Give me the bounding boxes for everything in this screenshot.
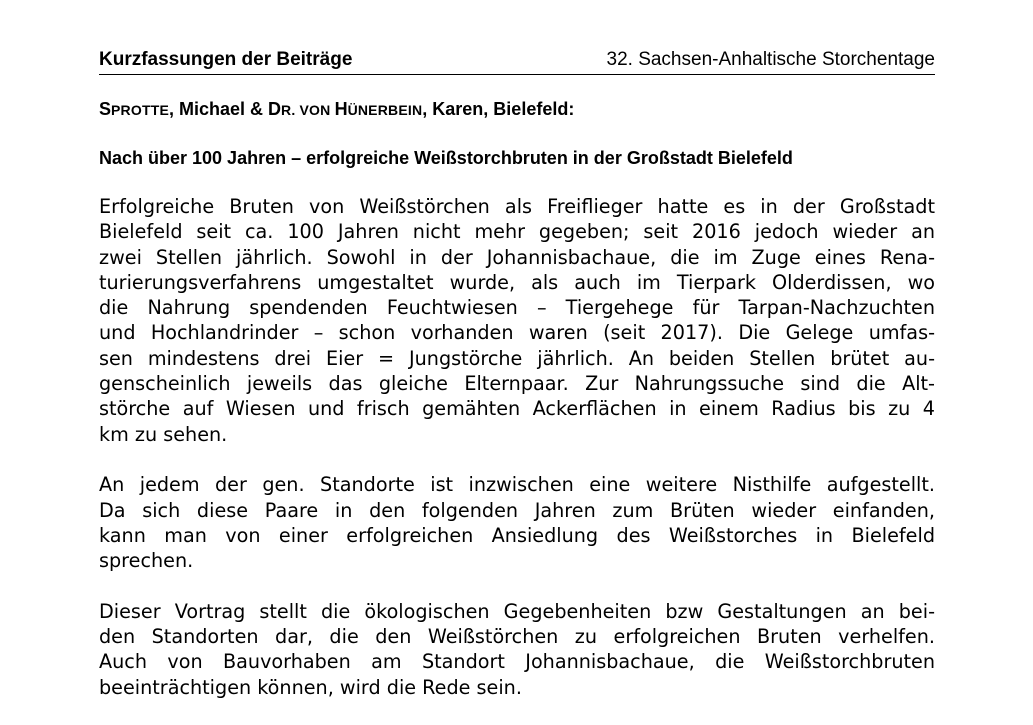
paragraph bbox=[99, 194, 935, 447]
text-line: Dieser Vortrag stellt die ökologischen Gegebenheiten bzw Gestaltungen an bei- bbox=[99, 599, 935, 623]
author-line bbox=[99, 97, 935, 122]
author1-given: , Michael & D bbox=[169, 99, 282, 119]
header-section-title: Kurzfassungen der Beiträge bbox=[99, 49, 353, 70]
text-line: den Standorten dar, die den Weißstörchen zu erfolgreichen Bruten verhelfen. bbox=[99, 625, 935, 649]
author1-surname-rest: PROTTE bbox=[111, 102, 169, 118]
author1-initial: S bbox=[99, 99, 112, 119]
text-line: Auch von Bauvorhaben am Standort Johannisbachaue, die Weißstorchbruten bbox=[99, 650, 935, 674]
text-line: sprechen. bbox=[99, 549, 194, 573]
text-line: An jedem der gen. Standorte ist inzwischen eine weitere Nisthilfe aufgestellt. bbox=[99, 473, 935, 497]
article-title: Nach über 100 Jahren – erfolgreiche Weißstorchbruten in der Großstadt Bielefeld bbox=[99, 148, 793, 168]
header-event-title: 32. Sachsen-Anhaltische Storchentage bbox=[606, 49, 935, 70]
abstract-body bbox=[99, 194, 935, 700]
paragraph bbox=[99, 472, 935, 573]
text-line: beeinträchtigen können, wird die Rede sein. bbox=[99, 675, 522, 699]
text-line: Bielefeld seit ca. 100 Jahren nicht mehr gegeben; seit 2016 jedoch wieder an bbox=[99, 220, 935, 244]
text-line: km zu sehen. bbox=[99, 422, 228, 446]
author2-given: , Karen, Bielefeld: bbox=[422, 99, 575, 119]
running-header bbox=[99, 48, 935, 75]
text-line: Erfolgreiche Bruten von Weißstörchen als Freiflieger hatte es in der Großstadt bbox=[99, 195, 935, 218]
author2-title-rest: R bbox=[281, 102, 292, 118]
text-line: genscheinlich jeweils das gleiche Elternpaar. Zur Nahrungssuche sind die Alt- bbox=[99, 372, 935, 396]
document-page bbox=[99, 48, 935, 725]
paragraph bbox=[99, 599, 935, 700]
text-line: die Nahrung spendenden Feuchtwiesen – Tiergehege für Tarpan-Nachzuchten bbox=[99, 296, 935, 320]
text-line: turierungsverfahrens umgestaltet wurde, als auch im Tierpark Olderdissen, wo bbox=[99, 270, 935, 294]
text-line: sen mindestens drei Eier = Jungstörche jährlich. An beiden Stellen brütet au- bbox=[99, 346, 935, 370]
text-line: und Hochlandrinder – schon vorhanden waren (seit 2017). Die Gelege umfas- bbox=[99, 321, 935, 345]
author2-particle: . VON bbox=[291, 102, 335, 118]
text-line: Da sich diese Paare in den folgenden Jahren zum Brüten wieder einfanden, bbox=[99, 498, 935, 522]
author2-initial: H bbox=[334, 99, 348, 119]
text-line: zwei Stellen jährlich. Sowohl in der Johannisbachaue, die im Zuge eines Rena- bbox=[99, 245, 935, 269]
text-line: störche auf Wiesen und frisch gemähten Ackerflächen in einem Radius bis zu 4 bbox=[99, 397, 935, 421]
author2-surname-rest: ÜNERBEIN bbox=[347, 102, 423, 118]
text-line: kann man von einer erfolgreichen Ansiedlung des Weißstorches in Bielefeld bbox=[99, 523, 935, 547]
